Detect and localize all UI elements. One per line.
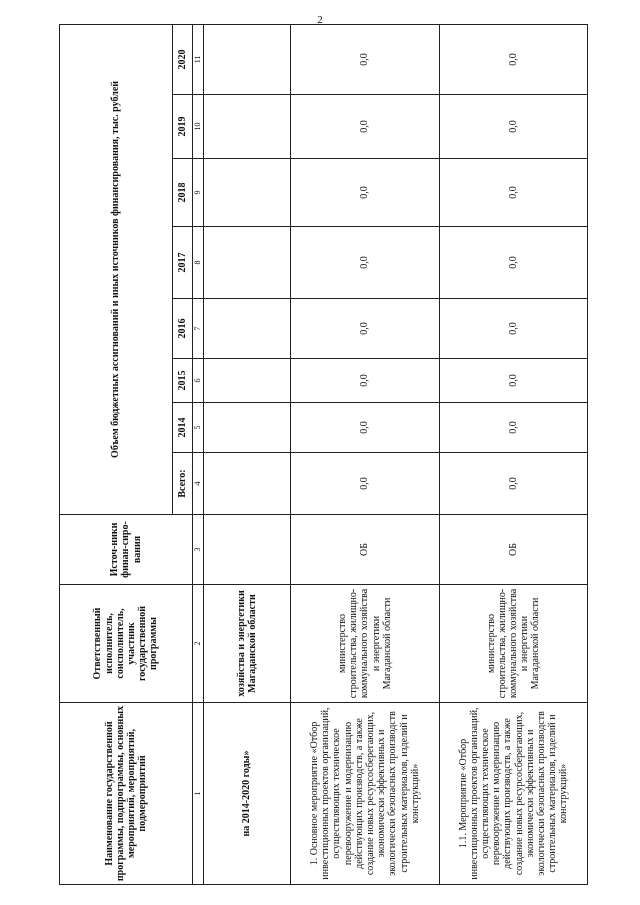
main-event-value: 0,0 [291, 24, 440, 94]
sub-event-value: 0,0 [440, 159, 588, 227]
table-row [440, 24, 588, 884]
column-number: 5 [193, 403, 204, 453]
funding-table [59, 24, 588, 885]
column-number: 10 [193, 95, 204, 159]
program-name-continuation: на 2014-2020 годы» [204, 703, 291, 885]
main-event-value: 0,0 [291, 299, 440, 359]
sub-event-name: 1.1. Мероприятие «Отбор инвестиционных проектов организаций, осуществляющих техническое перевооружение и модернизацию действующих производств, а также создание новых ресурсосберегающих, экономически эффективных и экологически безопасных производств строительных материалов, изделий и конструкций» [440, 703, 588, 885]
main-event-value: 0,0 [291, 159, 440, 227]
header-name: Наименование государственной программы, подпрограммы, основных мероприятий, мероприятий, подмероприятий [60, 703, 193, 885]
column-number: 2 [193, 585, 204, 703]
main-event-value: 0,0 [291, 359, 440, 403]
sub-event-value: 0,0 [440, 227, 588, 299]
header-total: Всего: [173, 453, 193, 515]
table-row [291, 24, 440, 884]
main-event-total: 0,0 [291, 453, 440, 515]
column-number-row [193, 24, 204, 884]
header-executor: Ответственный исполнитель, соисполнитель, участник государственной программы [60, 585, 193, 703]
column-number: 6 [193, 359, 204, 403]
header-year: 2018 [173, 159, 193, 227]
main-event-value: 0,0 [291, 95, 440, 159]
main-event-executor: министерство строительства, жилищно-коммунального хозяйства и энергетики Магаданской области [291, 585, 440, 703]
header-source: Источ-ники финан-сиро-вания [60, 515, 193, 585]
rotated-table-sheet [59, 25, 599, 885]
executor-continuation: хозяйства и энергетики Магаданской области [204, 585, 291, 703]
page-number: 2 [317, 14, 323, 26]
header-year: 2019 [173, 95, 193, 159]
column-number: 8 [193, 227, 204, 299]
sub-event-value: 0,0 [440, 359, 588, 403]
header-year: 2016 [173, 299, 193, 359]
header-funding: Объем бюджетных ассигнований и иных источников финансирования, тыс. рублей [60, 24, 173, 514]
header-year: 2015 [173, 359, 193, 403]
sub-event-value: 0,0 [440, 403, 588, 453]
sub-event-value: 0,0 [440, 24, 588, 94]
column-number: 7 [193, 299, 204, 359]
main-event-value: 0,0 [291, 227, 440, 299]
column-number: 11 [193, 24, 204, 94]
column-number: 1 [193, 703, 204, 885]
sub-event-executor: министерство строительства, жилищно-коммунального хозяйства и энергетики Магаданской области [440, 585, 588, 703]
header-year: 2014 [173, 403, 193, 453]
column-number: 9 [193, 159, 204, 227]
main-event-value: 0,0 [291, 403, 440, 453]
header-year: 2017 [173, 227, 193, 299]
sub-event-value: 0,0 [440, 95, 588, 159]
column-number: 4 [193, 453, 204, 515]
header-year: 2020 [173, 24, 193, 94]
column-number: 3 [193, 515, 204, 585]
sub-event-total: 0,0 [440, 453, 588, 515]
main-event-source: ОБ [291, 515, 440, 585]
sub-event-source: ОБ [440, 515, 588, 585]
main-event-name: 1. Основное мероприятие «Отбор инвестиционных проектов организаций, осуществляющих техническое перевооружение и модернизацию действующих производств, а также создание новых ресурсосберегающих, экономически эффективных и экологически безопасных производств строительных материалов, изделий и конструкций» [291, 703, 440, 885]
table-row [204, 24, 291, 884]
sub-event-value: 0,0 [440, 299, 588, 359]
